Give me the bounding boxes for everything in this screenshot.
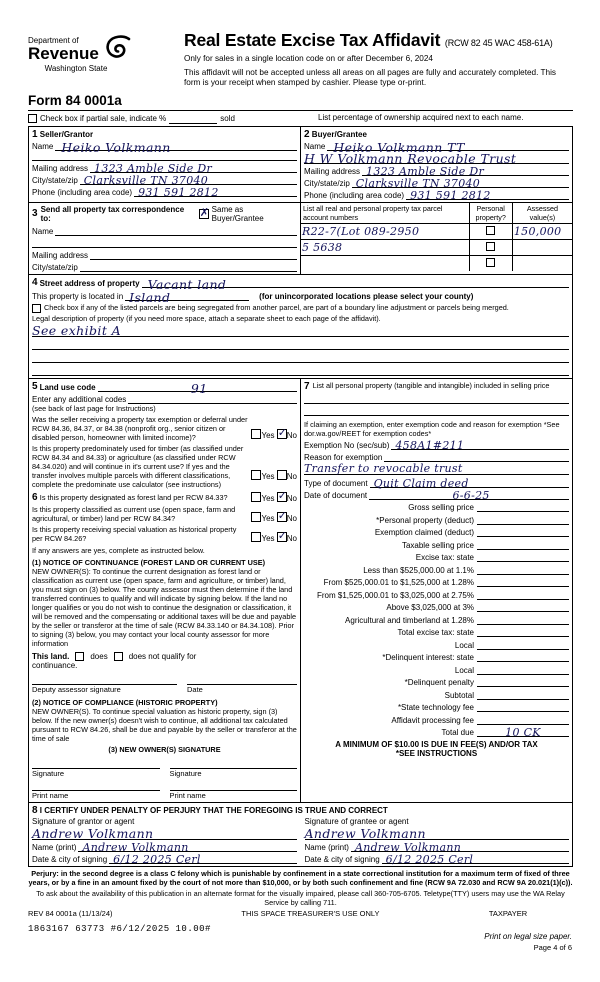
tax-line-label-11: Local — [454, 640, 474, 650]
buyer-mailing-input[interactable]: 1323 Amble Side Dr — [362, 165, 569, 176]
buyer-name-input-2[interactable]: H W Volkmann Revocable Trust — [304, 151, 569, 164]
tax-line-value-2[interactable] — [477, 526, 569, 537]
grantor-signature-input[interactable]: Andrew Volkmann — [32, 826, 297, 840]
new-owner-signature-1[interactable]: Signature — [32, 768, 160, 778]
additional-codes-label: Enter any additional codes — [32, 394, 127, 404]
s5q1-yes-label: Yes — [261, 430, 275, 440]
located-in-input[interactable]: Island — [125, 290, 249, 301]
section-3-title: Send all property tax correspondence to: — [40, 204, 185, 223]
grantee-print-label: Name (print) — [304, 842, 349, 852]
tax-line-label-3: Taxable selling price — [401, 540, 474, 550]
tax-line-label-16: *State technology fee — [397, 703, 474, 712]
seller-name-label: Name — [32, 141, 54, 151]
tax-line-value-15[interactable] — [477, 689, 569, 700]
tax-line-value-3[interactable] — [477, 539, 569, 550]
deputy-date-label[interactable]: Date — [187, 684, 297, 694]
section-1-seller — [29, 126, 301, 202]
tax-line-value-12[interactable] — [477, 651, 569, 662]
assessed-row-3[interactable] — [512, 255, 572, 271]
form-note-1: Only for sales in a single location code on or after December 6, 2024 — [184, 54, 433, 63]
tax-line-label-9: Agricultural and timberland at 1.28% — [345, 615, 474, 625]
s6q3-no-checkbox[interactable]: ✓ — [277, 528, 287, 542]
grantee-signature-label: Signature of grantee or agent — [304, 816, 409, 826]
tax-line-value-6[interactable] — [477, 576, 569, 587]
tax-line-label-17: Affidavit processing fee — [391, 715, 474, 725]
does-not-qualify-checkbox[interactable] — [114, 652, 123, 661]
see-back-note: (see back of last page for Instructions) — [32, 403, 156, 413]
section-7-number: 7 — [304, 380, 310, 392]
grantor-signature-label: Signature of grantor or agent — [32, 816, 135, 826]
this-land-label: This land. — [32, 651, 70, 661]
form-header — [28, 30, 573, 89]
grantor-date-input[interactable]: 6/12 2025 Cerl — [109, 853, 296, 864]
tax-line-value-16[interactable] — [477, 701, 569, 712]
section-6-question-3: Is this property receiving special valuation as historical property per RCW 84.26? — [32, 524, 237, 543]
parcel-row-1[interactable]: R22-7(Lot 089-2950 — [301, 223, 469, 239]
corr-mailing-input[interactable] — [90, 249, 297, 260]
tax-line-label-0: Gross selling price — [408, 503, 474, 512]
same-as-buyer-label: Same as Buyer/Grantee — [211, 204, 264, 223]
s6q1-yes-label: Yes — [261, 493, 275, 503]
exemption-reason-label: Reason for exemption — [304, 452, 383, 462]
agency-line2: Revenue — [28, 44, 99, 63]
segregation-checkbox[interactable] — [32, 304, 41, 313]
section-6-number: 6 — [32, 491, 38, 503]
document-type-input[interactable]: Quit Claim deed — [370, 477, 569, 488]
taxpayer-label: TAXPAYER — [488, 908, 528, 918]
tax-line-label-12: *Delinquent interest: state — [382, 653, 474, 662]
parcel-header: List all real and personal property tax parcel account numbers — [301, 203, 469, 224]
legal-description-label: Legal description of property (if you need more space, attach a separate sheet to each page of the affidavit). — [32, 313, 381, 323]
section-2-buyer — [301, 126, 573, 202]
if-any-yes-note: If any answers are yes, complete as instructed below. — [32, 545, 205, 555]
section-2-number: 2 — [304, 128, 310, 140]
new-owner-signature-2[interactable]: Signature — [170, 768, 298, 778]
unincorporated-note: (for unincorporated locations please select your county) — [259, 291, 474, 301]
grantor-print-input[interactable]: Andrew Volkmann — [78, 841, 296, 852]
does-not-label: does not qualify for — [128, 651, 197, 661]
tax-line-label-13: Local — [454, 665, 474, 675]
grantee-date-label: Date & city of signing — [304, 854, 380, 864]
assessed-value-header: Assessed value(s) — [512, 203, 572, 224]
section-6-question-2: Is this property classified as current use (open space, farm and agricultural, or timber) land per RCW 84.34? — [32, 504, 236, 523]
section-6-question-1: Is this property designated as forest land per RCW 84.33? — [39, 492, 228, 502]
s6q3-yes-checkbox[interactable] — [251, 532, 261, 542]
tax-line-label-10: Total excise tax: state — [397, 628, 474, 637]
section-5-6-column — [29, 378, 301, 802]
buyer-citystate-input[interactable]: Clarksville TN 37040 — [352, 177, 569, 188]
section-7-title: List all personal property (tangible and intangible) included in selling price — [312, 380, 550, 390]
section-3-correspondence — [29, 202, 301, 274]
section-5-question-1: Was the seller receiving a property tax exemption or deferral under RCW 84.36, 84.37, or 84.38 (nonprofit org., senior citizen or disabled person, homeowner with limited income)? — [32, 414, 248, 442]
exemption-note: If claiming an exemption, enter exemption code and reason for exemption *See dor.wa.gov/REET for exemption codes* — [304, 419, 560, 438]
revision-label: REV 84 0001a (11/13/24) — [28, 908, 113, 918]
form-number: Form 84 0001a — [28, 92, 122, 108]
assessed-row-1[interactable]: 150,000 — [512, 223, 572, 239]
title-block — [184, 30, 573, 89]
section-1-number: 1 — [32, 128, 38, 140]
tax-line-label-15: Subtotal — [444, 690, 474, 700]
print-footer — [484, 932, 572, 952]
notice-2-title: (2) NOTICE OF COMPLIANCE (HISTORIC PROPERTY) — [32, 697, 218, 707]
s6q3-yes-label: Yes — [261, 533, 275, 543]
agency-line1: Department of — [28, 36, 79, 45]
s6q2-no-label: No — [286, 513, 297, 523]
s5q2-no-checkbox[interactable] — [277, 470, 287, 480]
parcel-row-3[interactable] — [301, 255, 469, 271]
partial-sale-sold-label: sold — [220, 114, 235, 123]
s6q1-yes-checkbox[interactable] — [251, 492, 261, 502]
s5q2-yes-checkbox[interactable] — [251, 470, 261, 480]
section-3-parcels — [301, 202, 573, 274]
seller-name-input[interactable]: Heiko Volkmann — [55, 140, 297, 151]
tax-line-label-2: Exemption claimed (deduct) — [374, 528, 474, 537]
new-owner-print-1[interactable]: Print name — [32, 790, 160, 800]
tax-line-label-14: *Delinquent penalty — [404, 678, 474, 687]
tax-calculation-lines — [304, 501, 569, 737]
continuance-label: continuance. — [32, 660, 78, 670]
s6q2-yes-label: Yes — [261, 513, 275, 523]
exemption-code-label: Exemption No (sec/sub) — [304, 440, 390, 450]
seller-citystate-label: City/state/zip — [32, 175, 78, 185]
seller-citystate-input[interactable]: Clarksville TN 37040 — [80, 174, 297, 185]
tax-line-value-10[interactable] — [477, 626, 569, 637]
tax-line-value-4[interactable] — [477, 551, 569, 562]
notice-1-title: (1) NOTICE OF CONTINUANCE (FOREST LAND OR CURRENT USE) — [32, 557, 266, 567]
section-5-number: 5 — [32, 380, 38, 392]
s6q2-yes-checkbox[interactable] — [251, 512, 261, 522]
seller-phone-label: Phone (including area code) — [32, 187, 133, 197]
section-4-title: Street address of property — [39, 278, 140, 288]
section-8-title: I CERTIFY UNDER PENALTY OF PERJURY THAT THE FOREGOING IS TRUE AND CORRECT — [39, 805, 388, 815]
property-address-input[interactable]: Vacant land — [142, 277, 569, 288]
page-number: Page 4 of 6 — [533, 943, 572, 952]
seller-phone-input[interactable]: 931 591 2812 — [134, 186, 297, 197]
does-qualify-checkbox[interactable] — [75, 652, 84, 661]
grantee-print-input[interactable]: Andrew Volkmann — [351, 841, 569, 852]
s6q1-no-label: No — [286, 493, 297, 503]
tax-line-value-0[interactable] — [477, 501, 569, 512]
tax-line-value-17[interactable] — [477, 714, 569, 725]
s5q2-no-label: No — [286, 471, 297, 481]
exemption-reason-input[interactable]: Transfer to revocable trust — [304, 462, 569, 475]
s5q1-no-label: No — [286, 430, 297, 440]
tax-line-value-1[interactable] — [477, 514, 569, 525]
partial-sale-label: Check box if partial sale, indicate % — [40, 114, 167, 123]
located-in-label: This property is located in — [32, 291, 124, 301]
assessed-row-2[interactable] — [512, 239, 572, 255]
personal-property-checkbox-1[interactable] — [469, 223, 512, 239]
s6q2-no-checkbox[interactable]: ✓ — [277, 508, 287, 522]
buyer-phone-label: Phone (including area code) — [304, 190, 405, 200]
section-5-title: Land use code — [39, 382, 96, 392]
notice-2-body: NEW OWNER(S). To continue special valuation as historic property, sign (3) below. If the new owner(s) doesn't wish to continue, all additional tax calculated pursuant to RCW 84.26, shall be due and payable by the seller or transferor at the time of sale — [32, 706, 297, 743]
tax-line-value-14[interactable] — [477, 676, 569, 687]
tax-line-label-18: Total due — [441, 728, 474, 737]
corr-name-input[interactable] — [55, 225, 297, 236]
tax-line-label-1: *Personal property (deduct) — [376, 515, 474, 525]
form-note-2: This affidavit will not be accepted unless all areas on all pages are fully and accurately completed. This form is your receipt when stamped by cashier. Please type or-print. — [184, 67, 556, 87]
s6q3-no-label: No — [286, 533, 297, 543]
parcel-row-2[interactable]: 5 5638 — [301, 239, 469, 255]
ownership-note: List percentage of ownership acquired next to each name. — [318, 112, 524, 122]
section-2-title: Buyer/Grantee — [311, 129, 367, 139]
corr-citystate-label: City/state/zip — [32, 262, 78, 272]
s5q2-yes-label: Yes — [261, 471, 275, 481]
section-3-number: 3 — [32, 208, 38, 219]
personal-property-header: Personal property? — [469, 203, 512, 224]
receipt-stamp: 1863167 63773 #6/12/2025 10.00# — [28, 923, 211, 934]
tax-line-label-4: Excise tax: state — [415, 553, 474, 562]
document-date-input[interactable]: 6-6-25 — [369, 489, 569, 500]
personal-property-checkbox-3[interactable] — [469, 255, 512, 271]
affidavit-form — [28, 30, 573, 934]
section-8-number: 8 — [32, 804, 38, 816]
grantor-date-label: Date & city of signing — [32, 854, 108, 864]
notice-1-body: NEW OWNER(S): To continue the current designation as forest land or classification as current use (open space, farm and agriculture, or timber) land, you must sign on (3) below. The county assessor must then determine if the land transferred continues to qualify and will indicate by signing below. If the land no longer qualifies or you do not wish to continue the designation or classification, it will be removed and the compensating or additional taxes will be due and payable by the seller or transferor at the time of sale (RCW 84.33.140 or 84.34.108). Prior to signing (3) below, you may contact your local county assessor for more information — [32, 566, 297, 648]
legal-size-note: Print on legal size paper. — [484, 932, 572, 941]
tax-line-label-7: From $1,525,000.01 to $3,025,000 at 2.75% — [316, 590, 474, 600]
personal-property-checkbox-2[interactable] — [469, 239, 512, 255]
same-as-buyer-checkbox[interactable]: ✗ — [199, 205, 209, 219]
perjury-note: Perjury: in the second degree is a class C felony which is punishable by confinement in a state correctional institution for a maximum term of fixed of three years, or by a fine in an amount fixed by the court of not more than $10,000, or by both such confinement and fine (RCW 9A 72.030 and RCW 9A 20.021(1)(c)). — [28, 868, 573, 887]
see-instructions-note: *SEE INSTRUCTIONS — [395, 749, 478, 758]
section-1-title: Seller/Grantor — [39, 129, 94, 139]
buyer-phone-input[interactable]: 931 591 2812 — [406, 189, 569, 200]
tax-line-value-5[interactable] — [477, 564, 569, 575]
minimum-fee-note: A MINIMUM OF $10.00 IS DUE IN FEE(S) AND/OR TAX — [335, 740, 538, 749]
exemption-code-input[interactable]: 458A1#211 — [391, 439, 569, 450]
swirl-logo-icon — [103, 34, 133, 64]
treasurer-use-label: THIS SPACE TREASURER'S USE ONLY — [241, 908, 380, 918]
s5q1-yes-checkbox[interactable] — [251, 429, 261, 439]
section-5-question-2: Is this property predominately used for timber (as classified under RCW 84.34 and 84.33) or agriculture (as classified under RCW 84.34.020) and will continue in it's current use? If yes and the transfer involves multiple parcels with different classifications, complete the predominate use calculator (see instructions) — [32, 443, 244, 489]
seller-mailing-label: Mailing address — [32, 163, 89, 173]
buyer-name-input[interactable]: Heiko Volkmann TT — [327, 140, 569, 151]
ada-note: To ask about the availability of this publication in an alternate format for the visually impaired, please call 360-705-6705. Teletype(TTY) users may use the WA Relay Service by calling 711. — [36, 888, 565, 907]
agency-line3: Washington State — [44, 64, 108, 73]
seller-mailing-input[interactable]: 1323 Amble Side Dr — [90, 162, 297, 173]
section-4-number: 4 — [32, 276, 38, 288]
tax-line-value-8[interactable] — [477, 601, 569, 612]
notice-3-title: (3) NEW OWNER(S) SIGNATURE — [108, 744, 221, 754]
section-7-column — [301, 378, 573, 802]
tax-line-label-8: Above $3,025,000 at 3% — [386, 603, 474, 612]
s6q1-no-checkbox[interactable]: ✓ — [277, 488, 287, 502]
tax-line-value-9[interactable] — [477, 614, 569, 625]
buyer-citystate-label: City/state/zip — [304, 178, 350, 188]
grantor-print-label: Name (print) — [32, 842, 77, 852]
segregation-note: Check box if any of the listed parcels are being segregated from another parcel, are part of a boundary line adjustment or parcels being merged. — [44, 302, 509, 312]
tax-line-value-18[interactable]: 10 CK — [477, 726, 569, 737]
deputy-assessor-signature-label[interactable]: Deputy assessor signature — [32, 684, 177, 694]
document-date-label: Date of document — [304, 490, 368, 500]
form-title-citation: (RCW 82 45 WAC 458-61A) — [444, 38, 553, 48]
form-title: Real Estate Excise Tax Affidavit — [184, 30, 441, 50]
tax-line-value-7[interactable] — [477, 589, 569, 600]
tax-line-value-11[interactable] — [477, 639, 569, 650]
land-use-code-input[interactable]: 91 — [98, 381, 297, 392]
does-label: does — [90, 651, 108, 661]
agency-block — [28, 30, 176, 74]
grantee-signature-input[interactable]: Andrew Volkmann — [305, 826, 570, 840]
buyer-name-label: Name — [304, 141, 326, 151]
document-type-label: Type of document — [304, 478, 368, 488]
additional-codes-input[interactable] — [128, 393, 297, 404]
tax-line-value-13[interactable] — [477, 664, 569, 675]
new-owner-print-2[interactable]: Print name — [170, 790, 298, 800]
corr-name-label: Name — [32, 226, 54, 236]
section-4-address — [29, 274, 573, 378]
corr-citystate-input[interactable] — [80, 261, 297, 272]
partial-sale-input[interactable] — [169, 114, 217, 124]
s5q1-no-checkbox[interactable]: ✓ — [277, 425, 287, 439]
grantee-date-input[interactable]: 6/12 2025 Cerl — [382, 853, 569, 864]
legal-description-input[interactable]: See exhibit A — [32, 323, 569, 337]
buyer-mailing-label: Mailing address — [304, 166, 361, 176]
section-8-certification — [29, 802, 573, 866]
partial-sale-checkbox[interactable] — [28, 114, 37, 123]
tax-line-label-6: From $525,000.01 to $1,525,000 at 1.28% — [323, 578, 474, 587]
corr-mailing-label: Mailing address — [32, 250, 89, 260]
tax-line-label-5: Less than $525,000.00 at 1.1% — [363, 565, 474, 575]
